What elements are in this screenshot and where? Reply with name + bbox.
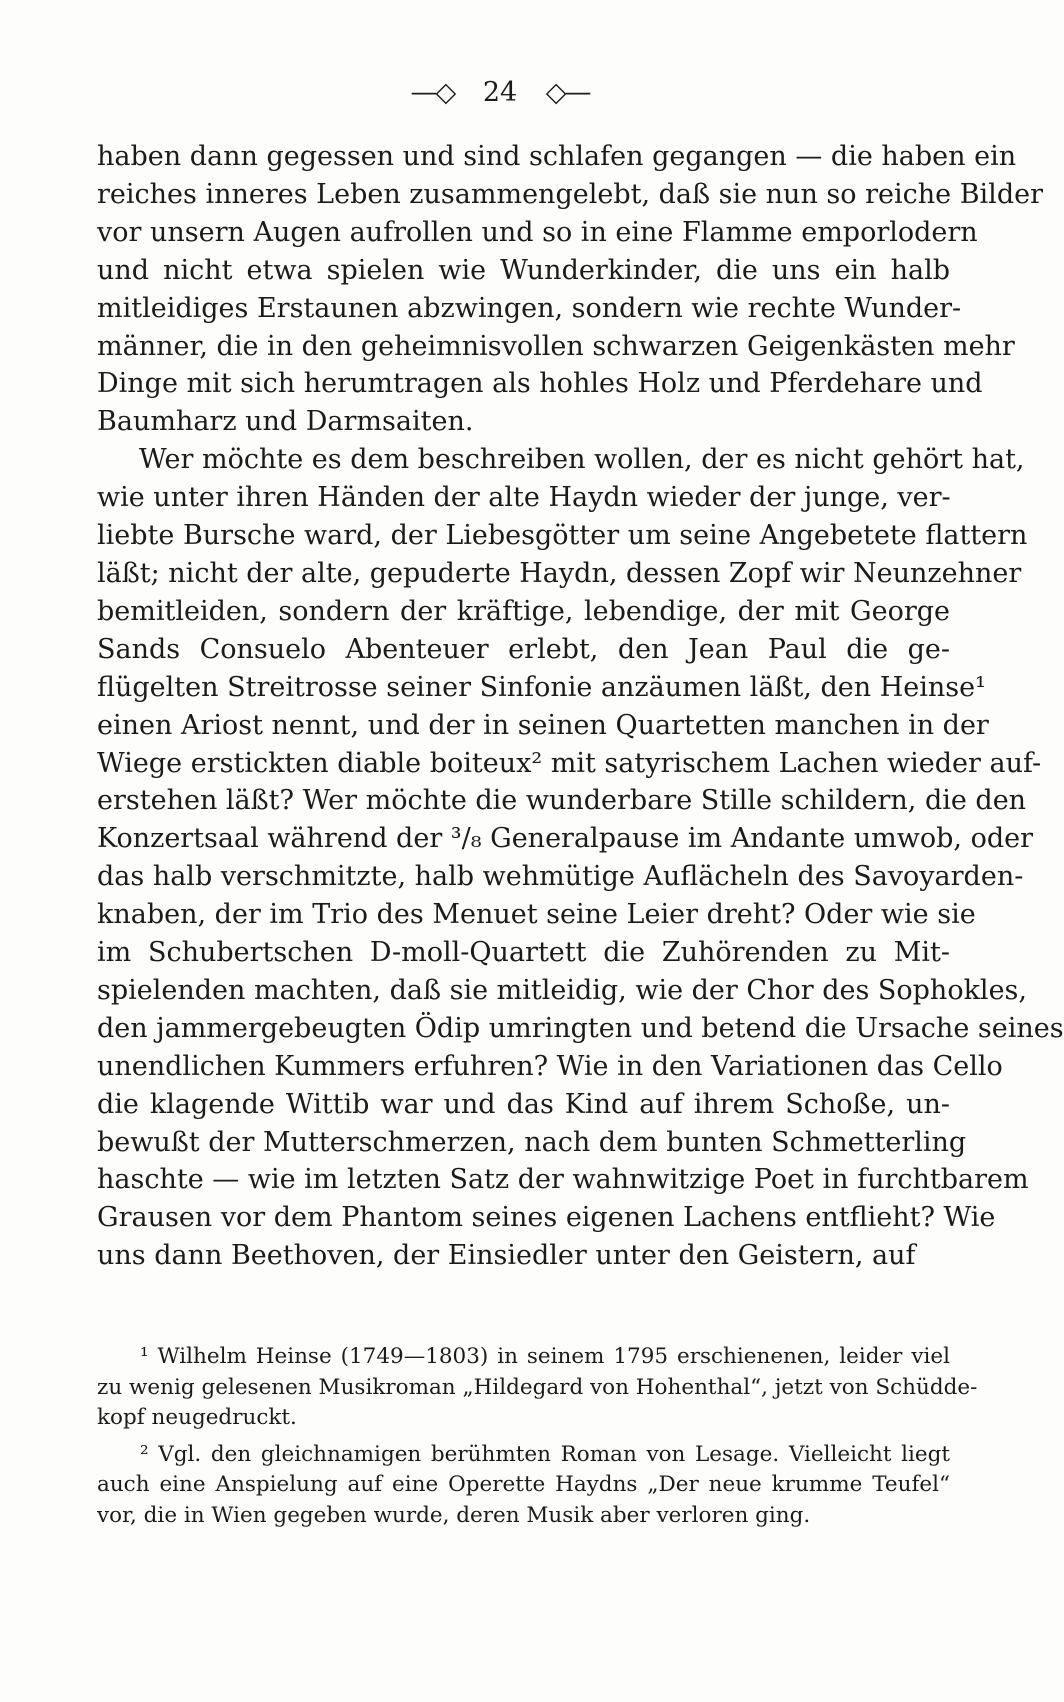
text-line: zu wenig gelesenen Musikroman „Hildegard von Hohenthal“, jetzt von Schüdde- (97, 1374, 978, 1400)
text-line: flügelten Streitrosse seiner Sinfonie anzäumen läßt, den Heinse¹ (97, 671, 986, 703)
text-line: die klagende Wittib war und das Kind auf ihrem Schoße, un- (97, 1088, 950, 1120)
text-line: kopf neugedruckt. (97, 1405, 297, 1431)
text-line: läßt; nicht der alte, gepuderte Haydn, dessen Zopf wir Neunzehner (97, 557, 1022, 589)
text-line: ¹ Wilhelm Heinse (1749—1803) in seinem 1795 erschienenen, leider viel (140, 1344, 950, 1369)
text-line: haschte — wie im letzten Satz der wahnwitzige Poet in furchtbarem (97, 1164, 1029, 1196)
text-line: vor, die in Wien gegeben wurde, deren Musik aber verloren ging. (97, 1502, 811, 1528)
text-line: Grausen vor dem Phantom seines eigenen Lachens entflieht? Wie (97, 1202, 996, 1234)
footnotes (97, 1342, 978, 1538)
paragraph (97, 441, 1064, 1275)
text-line: knaben, der im Trio des Menuet seine Leier dreht? Oder wie sie (97, 899, 976, 931)
main-text (97, 138, 1064, 1275)
text-line: ² Vgl. den gleichnamigen berühmten Roman von Lesage. Vielleicht liegt (140, 1441, 950, 1467)
text-line: Konzertsaal während der ³/₈ Generalpause im Andante umwob, oder (97, 823, 1033, 855)
text-line: einen Ariost nennt, und der in seinen Quartetten manchen in der (97, 709, 989, 741)
header-ornament-right: ◇— (545, 77, 590, 108)
paragraph (97, 138, 1043, 441)
text-line: Wiege erstickten diable boiteux² mit satyrischem Lachen wieder auf- (97, 747, 1042, 779)
header-ornament-left: —◇ (410, 77, 455, 108)
page-number: 24 (482, 77, 518, 108)
page-header (0, 76, 1000, 110)
text-line: männer, die in den geheimnisvollen schwarzen Geigenkästen mehr (97, 330, 1015, 362)
text-line: Dinge mit sich herumtragen als hohles Holz und Pferdehare und (97, 368, 983, 400)
text-line: das halb verschmitzte, halb wehmütige Auflächeln des Savoyarden- (97, 861, 1024, 893)
text-line: vor unsern Augen aufrollen und so in eine Flamme emporlodern (97, 216, 978, 248)
text-line: wie unter ihren Händen der alte Haydn wieder der junge, ver- (97, 482, 951, 514)
text-line: und nicht etwa spielen wie Wunderkinder, die uns ein halb (97, 254, 950, 286)
text-line: auch eine Anspielung auf eine Operette Haydns „Der neue krumme Teufel“ (97, 1472, 950, 1498)
text-line: reiches inneres Leben zusammengelebt, daß sie nun so reiche Bilder (97, 178, 1043, 210)
text-line: Wer möchte es dem beschreiben wollen, der es nicht gehört hat, (139, 444, 1025, 476)
text-line: spielenden machten, daß sie mitleidig, wie der Chor des Sophokles, (97, 974, 1027, 1006)
text-line: im Schubertschen D-moll-Quartett die Zuhörenden zu Mit- (97, 937, 950, 969)
footnote (97, 1342, 978, 1434)
text-line: uns dann Beethoven, der Einsiedler unter den Geistern, auf (97, 1240, 916, 1272)
text-line: unendlichen Kummers erfuhren? Wie in den Variationen das Cello (97, 1050, 1003, 1082)
text-line: bewußt der Mutterschmerzen, nach dem bunten Schmetterling (97, 1126, 967, 1158)
text-line: Baumharz und Darmsaiten. (97, 406, 474, 438)
text-line: bemitleiden, sondern der kräftige, lebendige, der mit George (97, 595, 950, 627)
text-line: Sands Consuelo Abenteuer erlebt, den Jean Paul die ge- (97, 633, 950, 665)
footnote (97, 1440, 950, 1532)
text-line: mitleidiges Erstaunen abzwingen, sondern wie rechte Wunder- (97, 292, 962, 324)
text-line: erstehen läßt? Wer möchte die wunderbare Stille schildern, die den (97, 785, 1027, 817)
text-line: liebte Bursche ward, der Liebesgötter um seine Angebetete flattern (97, 520, 1028, 552)
text-line: den jammergebeugten Ödip umringten und betend die Ursache seines (97, 1012, 1064, 1044)
text-line: haben dann gegessen und sind schlafen gegangen — die haben ein (97, 141, 1017, 172)
